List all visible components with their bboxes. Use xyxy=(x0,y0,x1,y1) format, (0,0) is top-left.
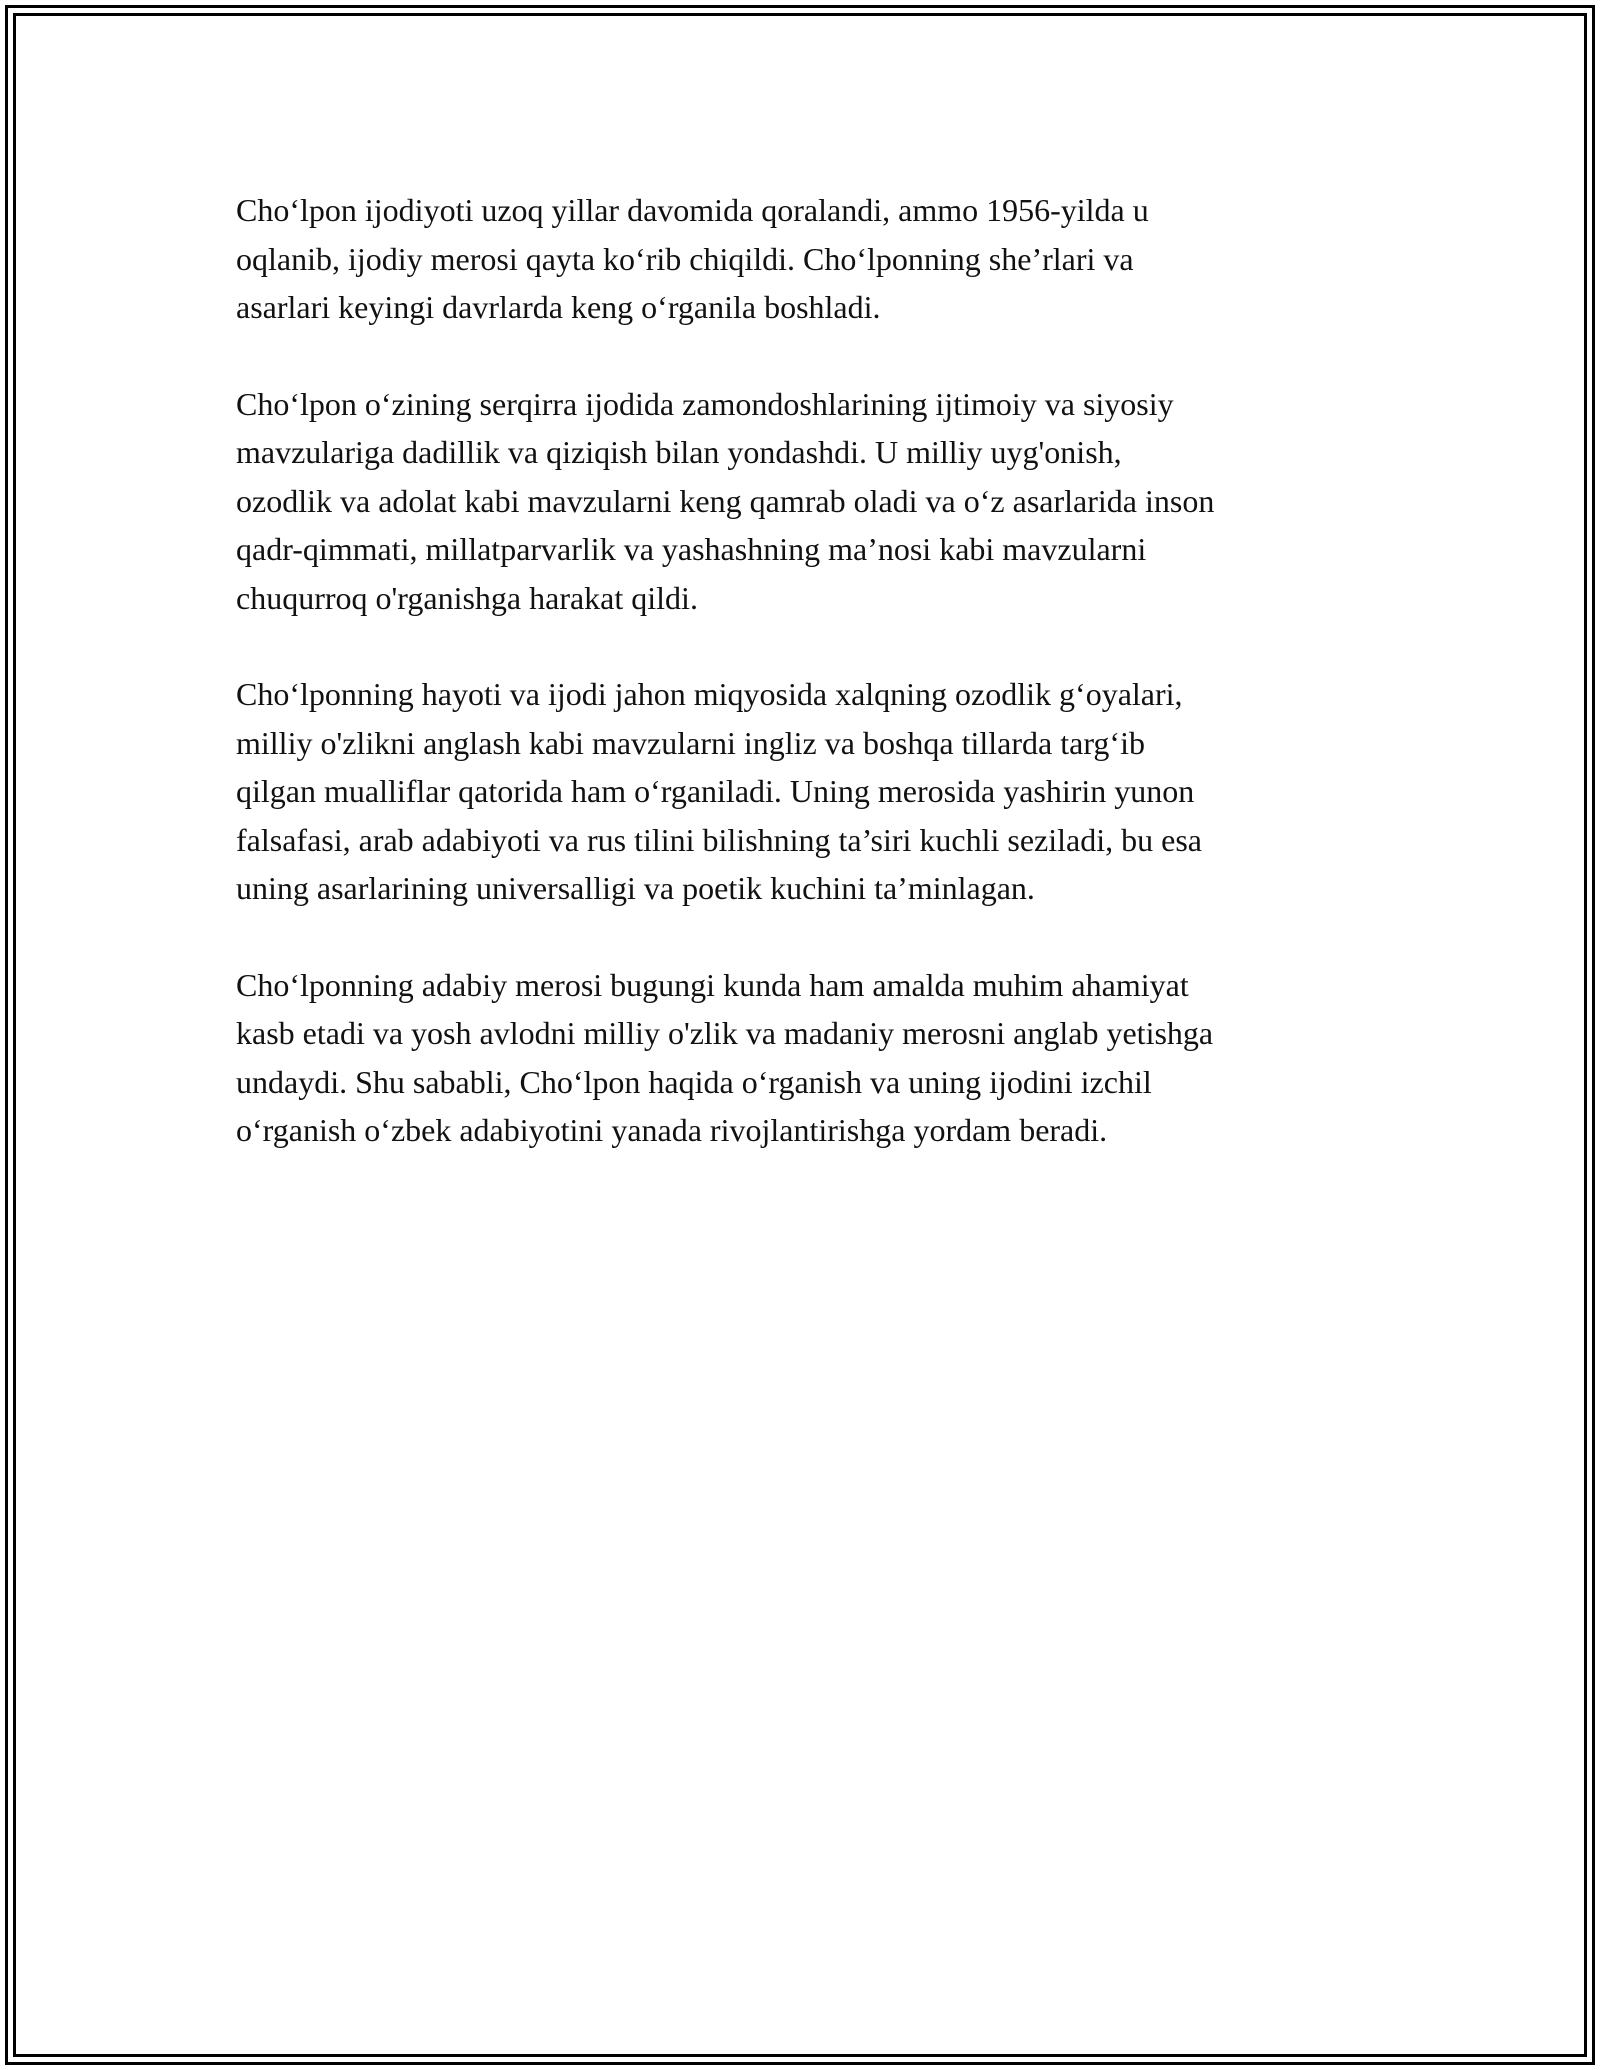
document-body xyxy=(236,186,1366,1155)
paragraph-4: Cho‘lponning adabiy merosi bugungi kunda ham amalda muhim ahamiyat kasb etadi va yosh avlodni milliy o'zlik va madaniy merosni anglab yetishga undaydi. Shu sababli, Cho‘lpon haqida o‘rganish va uning ijodini izchil o‘rganish o‘zbek adabiyotini yanada rivojlantirishga yordam beradi. xyxy=(236,966,1214,1148)
paragraph-2: Cho‘lpon o‘zining serqirra ijodida zamondoshlarining ijtimoiy va siyosiy mavzulariga dadillik va qiziqish bilan yondashdi. U milliy uyg'onish, ozodlik va adolat kabi mavzularni keng qamrab oladi va o‘z asarlarida inson qadr-qimmati, millatparvarlik va yashashning ma’nosi kabi mavzularni chuqurroq o'rganishga harakat qildi. xyxy=(236,385,1215,616)
paragraph-3: Cho‘lponning hayoti va ijodi jahon miqyosida xalqning ozodlik g‘oyalari, milliy o'zlikni anglash kabi mavzularni ingliz va boshqa tillarda targ‘ib qilgan mualliflar qatorida ham o‘rganiladi. Uning merosida yashirin yunon falsafasi, arab adabiyoti va rus tilini bilishning ta’siri kuchli seziladi, bu esa uning asarlarining universalligi va poetik kuchini ta’minlagan. xyxy=(236,676,1202,906)
paragraph-1: Cho‘lpon ijodiyoti uzoq yillar davomida qoralandi, ammo 1956-yilda u oqlanib, ijodiy merosi qayta ko‘rib chiqildi. Cho‘lponning she’rlari va asarlari keyingi davrlarda keng o‘rganila boshladi. xyxy=(236,192,1149,325)
